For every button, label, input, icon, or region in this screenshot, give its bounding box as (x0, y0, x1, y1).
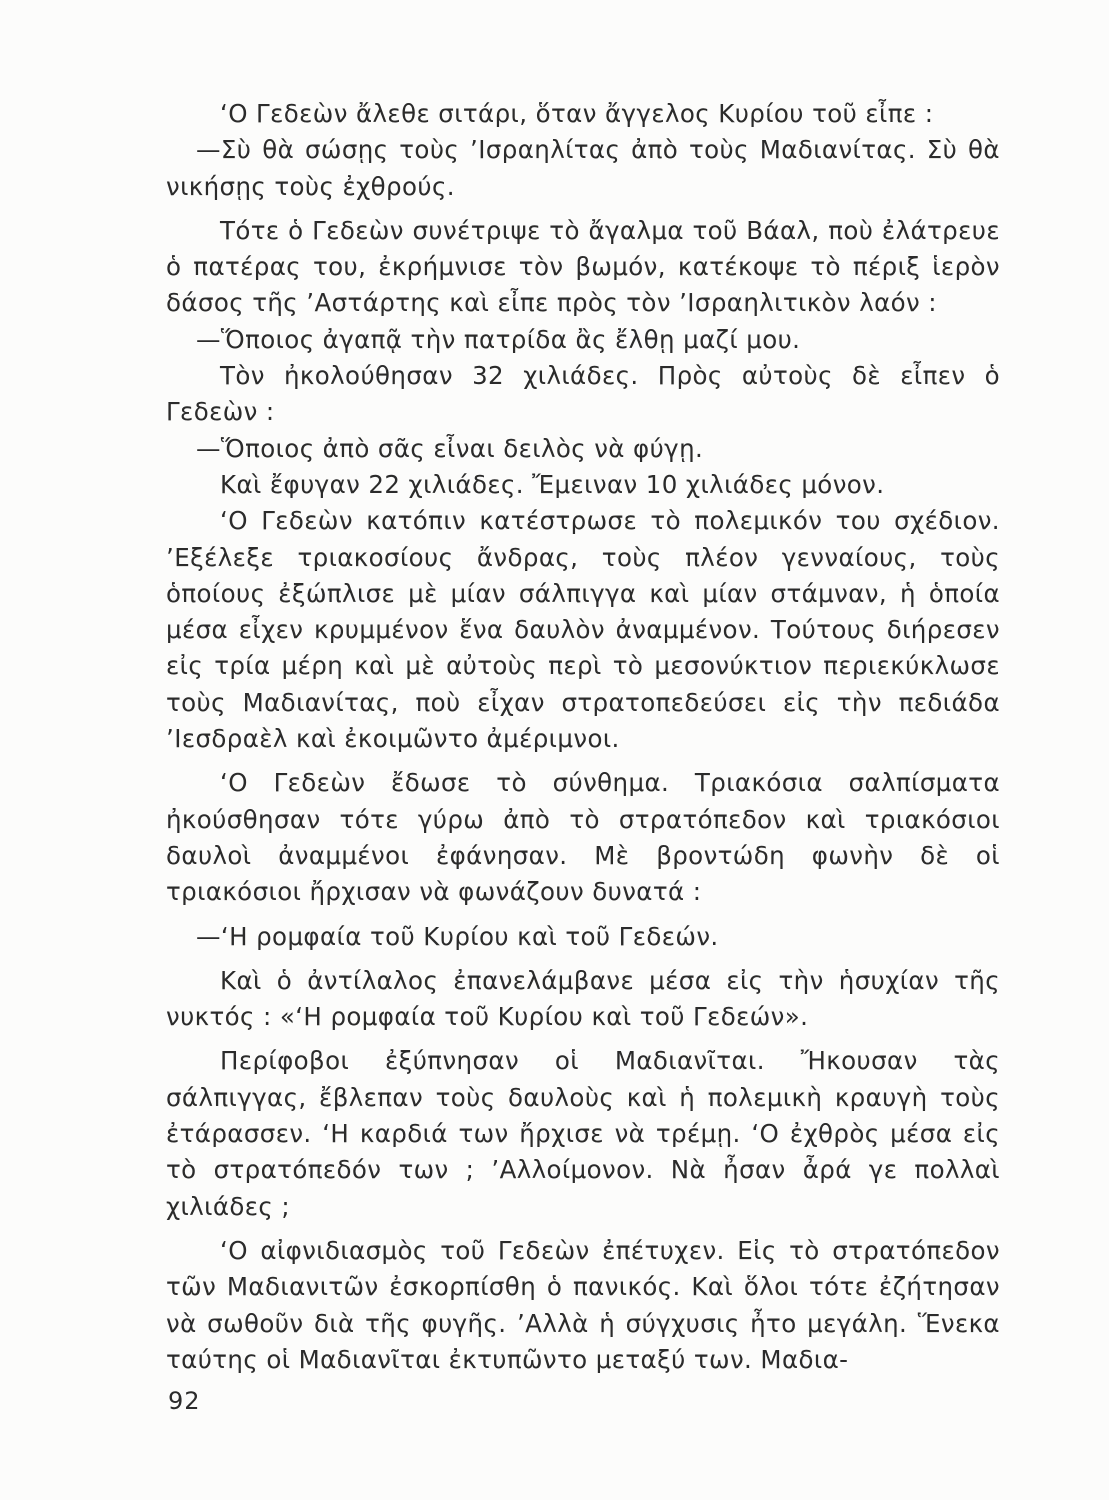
paragraph: ‘Ο Γεδεὼν κατόπιν κατέστρωσε τὸ πολεμικόν του σχέδιον. ’Εξέλεξε τριακοσίους ἄνδρας, τοὺς πλέον γενναίους, τοὺς ὁποίους ἐξώπλισε μὲ μίαν σάλπιγγα καὶ μίαν στάμναν, ἡ ὁποία μέσα εἶχεν κρυμμένον ἕνα δαυλὸν ἀναμμένον. Τούτους διήρεσεν εἰς τρία μέρη καὶ μὲ αὐτοὺς περὶ τὸ μεσονύκτιον περιεκύκλωσε τοὺς Μαδιανίτας, ποὺ εἶχαν στρατοπεδεύσει εἰς τὴν πεδιάδα ’Ιεσδραὲλ καὶ ἐκοιμῶντο ἀμέριμνοι. (166, 506, 1000, 754)
paragraph: Περίφοβοι ἐξύπνησαν οἱ Μαδιανῖται. Ἤκουσαν τὰς σάλπιγγας, ἔβλεπαν τοὺς δαυλοὺς καὶ ἡ πολεμικὴ κραυγὴ τοὺς ἐτάρασσεν. ‘Η καρδιά των ἤρχισε νὰ τρέμῃ. ‘Ο ἐχθρὸς μέσα εἰς τὸ στρατόπεδόν των ; ’Αλλοίμονον. Νὰ ἦσαν ἆρά γε πολλαὶ χιλιάδες ; (166, 1046, 1000, 1221)
dialogue-line: —Ὅποιος ἀγαπᾷ τὴν πατρίδα ἂς ἔλθῃ μαζί μου. (196, 324, 801, 354)
paragraph: ‘Ο Γεδεὼν ἄλεθε σιτάρι, ὅταν ἄγγελος Κυρίου τοῦ εἶπε : (220, 99, 934, 128)
page-body (166, 96, 1000, 1378)
dialogue-line: —Σὺ θὰ σώσῃς τοὺς ’Ισραηλίτας ἀπὸ τοὺς Μαδιανίτας. Σὺ θὰ νικήσῃς τοὺς ἐχθρούς. (166, 135, 1000, 201)
paragraph: Καὶ ὁ ἀντίλαλος ἐπανελάμβανε μέσα εἰς τὴν ἡσυχίαν τῆς νυκτός : «‘Η ρομφαία τοῦ Κυρίου καὶ τοῦ Γεδεών». (166, 965, 1000, 1032)
dialogue-line: —‘Η ρομφαία τοῦ Κυρίου καὶ τοῦ Γεδεών. (196, 921, 719, 951)
page-number: 92 (168, 1387, 201, 1415)
paragraph: Καὶ ἔφυγαν 22 χιλιάδες. Ἔμειναν 10 χιλιάδες μόνον. (220, 469, 885, 499)
paragraph: Τὸν ἠκολούθησαν 32 χιλιάδες. Πρὸς αὐτοὺς δὲ εἶπεν ὁ Γεδεὼν : (166, 361, 1000, 427)
dialogue-line: —Ὅποιος ἀπὸ σᾶς εἶναι δειλὸς νὰ φύγῃ. (196, 433, 704, 463)
paragraph: ‘Ο Γεδεὼν ἔδωσε τὸ σύνθημα. Τριακόσια σαλπίσματα ἠκούσθησαν τότε γύρω ἀπὸ τὸ στρατόπεδον καὶ τριακόσιοι δαυλοὶ ἀναμμένοι ἐφάνησαν. Μὲ βροντώδη φωνὴν δὲ οἱ τριακόσιοι ἤρχισαν νὰ φωνάζουν δυνατά : (166, 768, 1000, 907)
paragraph: Τότε ὁ Γεδεὼν συνέτριψε τὸ ἄγαλμα τοῦ Βάαλ, ποὺ ἐλάτρευε ὁ πατέρας του, ἐκρήμνισε τὸν βωμόν, κατέκοψε τὸ πέριξ ἱερὸν δάσος τῆς ’Αστάρτης καὶ εἶπε πρὸς τὸν ’Ισραηλιτικὸν λαόν : (166, 215, 1000, 318)
paragraph: ‘Ο αἰφνιδιασμὸς τοῦ Γεδεὼν ἐπέτυχεν. Εἰς τὸ στρατόπεδον τῶν Μαδιανιτῶν ἐσκορπίσθη ὁ πανικός. Καὶ ὅλοι τότε ἐζήτησαν νὰ σωθοῦν διὰ τῆς φυγῆς. ’Αλλὰ ἡ σύγχυσις ἦτο μεγάλη. Ἕνεκα ταύτης οἱ Μαδιανῖται ἐκτυπῶντο μεταξύ των. Μαδια- (166, 1235, 1000, 1374)
